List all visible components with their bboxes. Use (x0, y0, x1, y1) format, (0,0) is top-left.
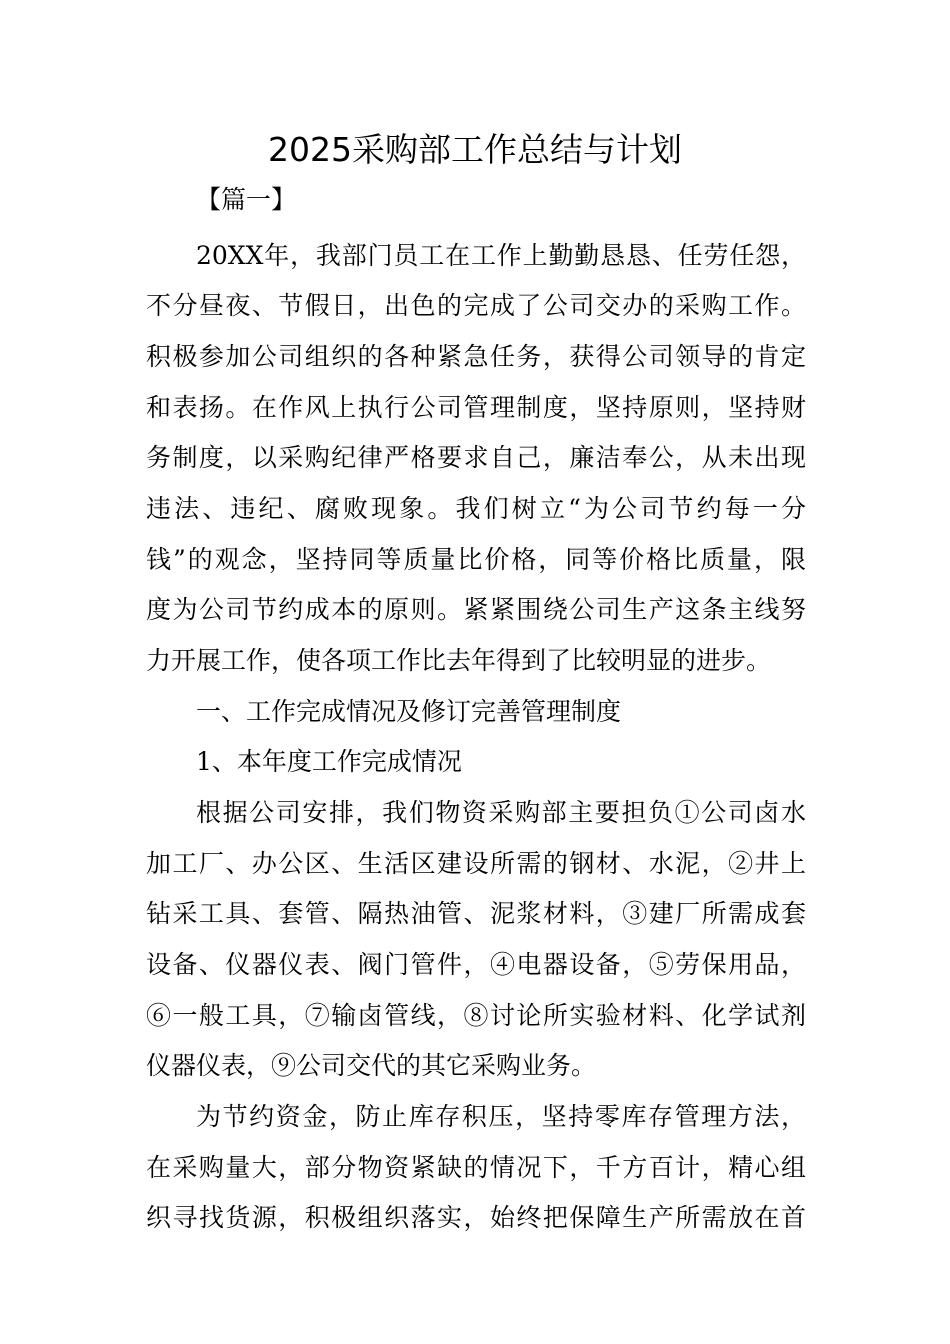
paragraph-line: 力开展工作，使各项工作比去年得到了比较明显的进步。 (146, 646, 772, 675)
paragraph-line: 织寻找货源，积极组织落实，始终把保障生产所需放在首 (146, 1203, 806, 1232)
paragraph-line: 和表扬。在作风上执行公司管理制度，坚持原则，坚持财 (146, 393, 806, 422)
subsection-heading: 1、本年度工作完成情况 (196, 747, 462, 776)
paragraph-line: 积极参加公司组织的各种紧急任务，获得公司领导的肯定 (146, 342, 806, 371)
paragraph-line: 钻采工具、套管、隔热油管、泥浆材料，③建厂所需成套 (146, 899, 806, 928)
paragraph-line: 不分昼夜、节假日，出色的完成了公司交办的采购工作。 (146, 291, 806, 320)
paragraph-line: 务制度，以采购纪律严格要求自己，廉洁奉公，从未出现 (146, 443, 806, 472)
paragraph-line: 根据公司安排，我们物资采购部主要担负①公司卤水 (196, 798, 806, 827)
document-title: 2025采购部工作总结与计划 (268, 130, 682, 169)
section-tag: 【篇一】 (196, 185, 297, 214)
paragraph-line: 钱”的观念，坚持同等质量比价格，同等价格比质量，限 (146, 545, 806, 574)
paragraph-line: 加工厂、办公区、生活区建设所需的钢材、水泥，②井上 (146, 849, 806, 878)
paragraph-line: 为节约资金，防止库存积压，坚持零库存管理方法， (196, 1102, 806, 1131)
paragraph-line: 20XX年，我部门员工在工作上勤勤恳恳、任劳任怨， (196, 241, 806, 270)
paragraph-line: 仪器仪表，⑨公司交代的其它采购业务。 (146, 1051, 597, 1080)
paragraph-line: 在采购量大，部分物资紧缺的情况下，千方百计，精心组 (146, 1153, 806, 1182)
paragraph-line: 度为公司节约成本的原则。紧紧围绕公司生产这条主线努 (146, 595, 806, 624)
paragraph-line: ⑥一般工具，⑦输卤管线，⑧讨论所实验材料、化学试剂 (146, 1001, 806, 1030)
section-heading: 一、工作完成情况及修订完善管理制度 (196, 697, 622, 726)
paragraph-line: 设备、仪器仪表、阀门管件，④电器设备，⑤劳保用品， (146, 950, 806, 979)
paragraph-line: 违法、违纪、腐败现象。我们树立“为公司节约每一分 (146, 494, 806, 523)
